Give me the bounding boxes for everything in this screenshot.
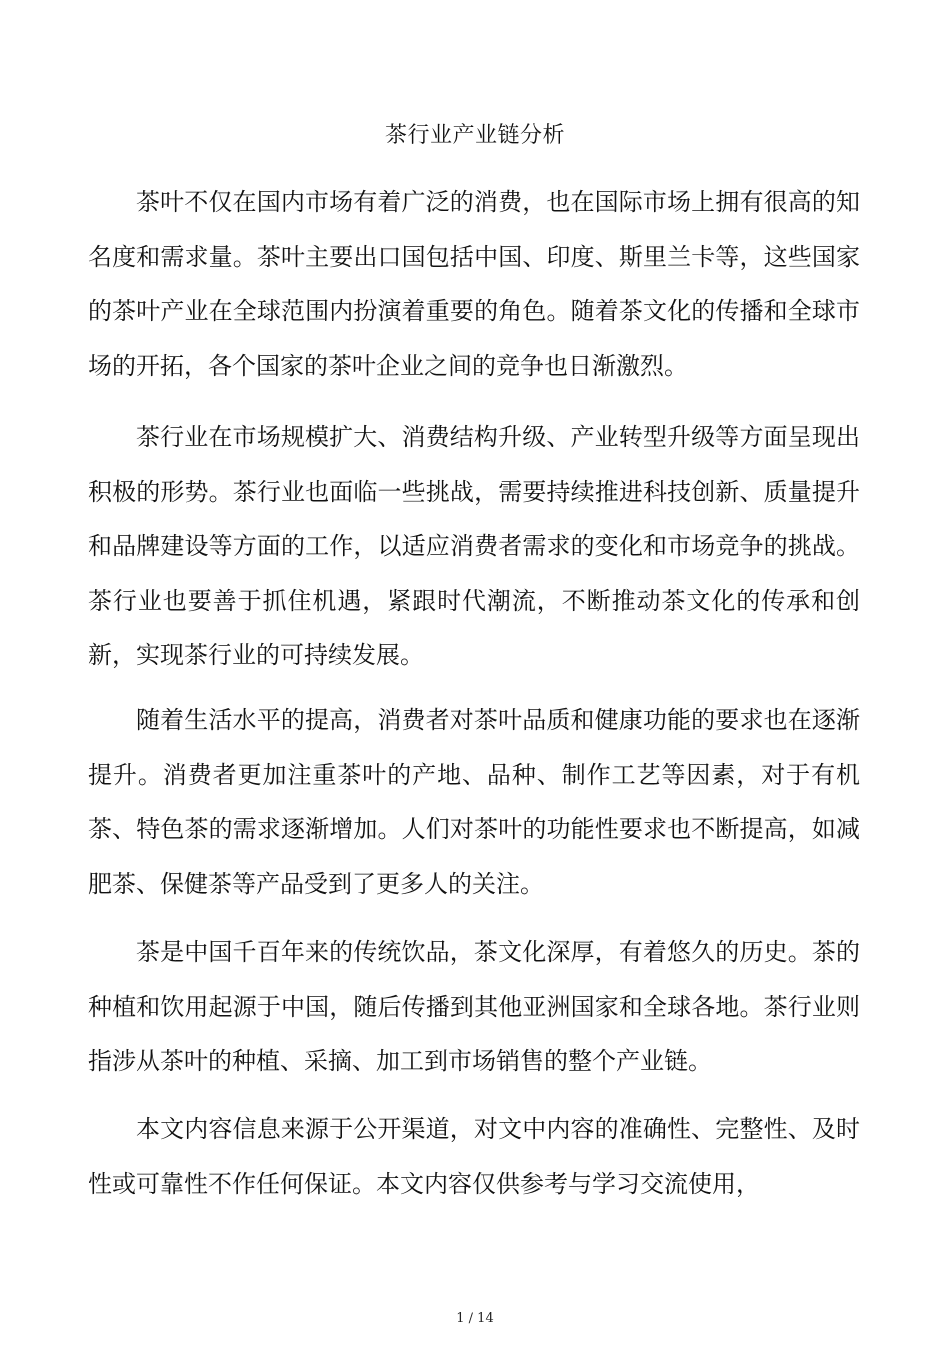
paragraph-1: 茶叶不仅在国内市场有着广泛的消费，也在国际市场上拥有很高的知名度和需求量。茶叶主要出口国包括中国、印度、斯里兰卡等，这些国家的茶叶产业在全球范围内扮演着重要的角色。随着茶文化的传播和全球市场的开拓，各个国家的茶叶企业之间的竞争也日渐激烈。	[88, 188, 860, 380]
page-number: 1 / 14	[456, 1311, 494, 1326]
document-title: 茶行业产业链分析	[384, 123, 565, 148]
paragraph-5: 本文内容信息来源于公开渠道，对文中内容的准确性、完整性、及时性或可靠性不作任何保证。本文内容仅供参考与学习交流使用，	[88, 1115, 860, 1198]
paragraph-2: 茶行业在市场规模扩大、消费结构升级、产业转型升级等方面呈现出积极的形势。茶行业也面临一些挑战，需要持续推进科技创新、质量提升和品牌建设等方面的工作，以适应消费者需求的变化和市场竞争的挑战。茶行业也要善于抓住机遇，紧跟时代潮流，不断推动茶文化的传承和创新，实现茶行业的可持续发展。	[88, 423, 860, 669]
paragraph-4: 茶是中国千百年来的传统饮品，茶文化深厚，有着悠久的历史。茶的种植和饮用起源于中国，随后传播到其他亚洲国家和全球各地。茶行业则指涉从茶叶的种植、采摘、加工到市场销售的整个产业链。	[88, 938, 860, 1075]
paragraph-3: 随着生活水平的提高，消费者对茶叶品质和健康功能的要求也在逐渐提升。消费者更加注重茶叶的产地、品种、制作工艺等因素，对于有机茶、特色茶的需求逐渐增加。人们对茶叶的功能性要求也不断提高，如减肥茶、保健茶等产品受到了更多人的关注。	[88, 706, 860, 898]
